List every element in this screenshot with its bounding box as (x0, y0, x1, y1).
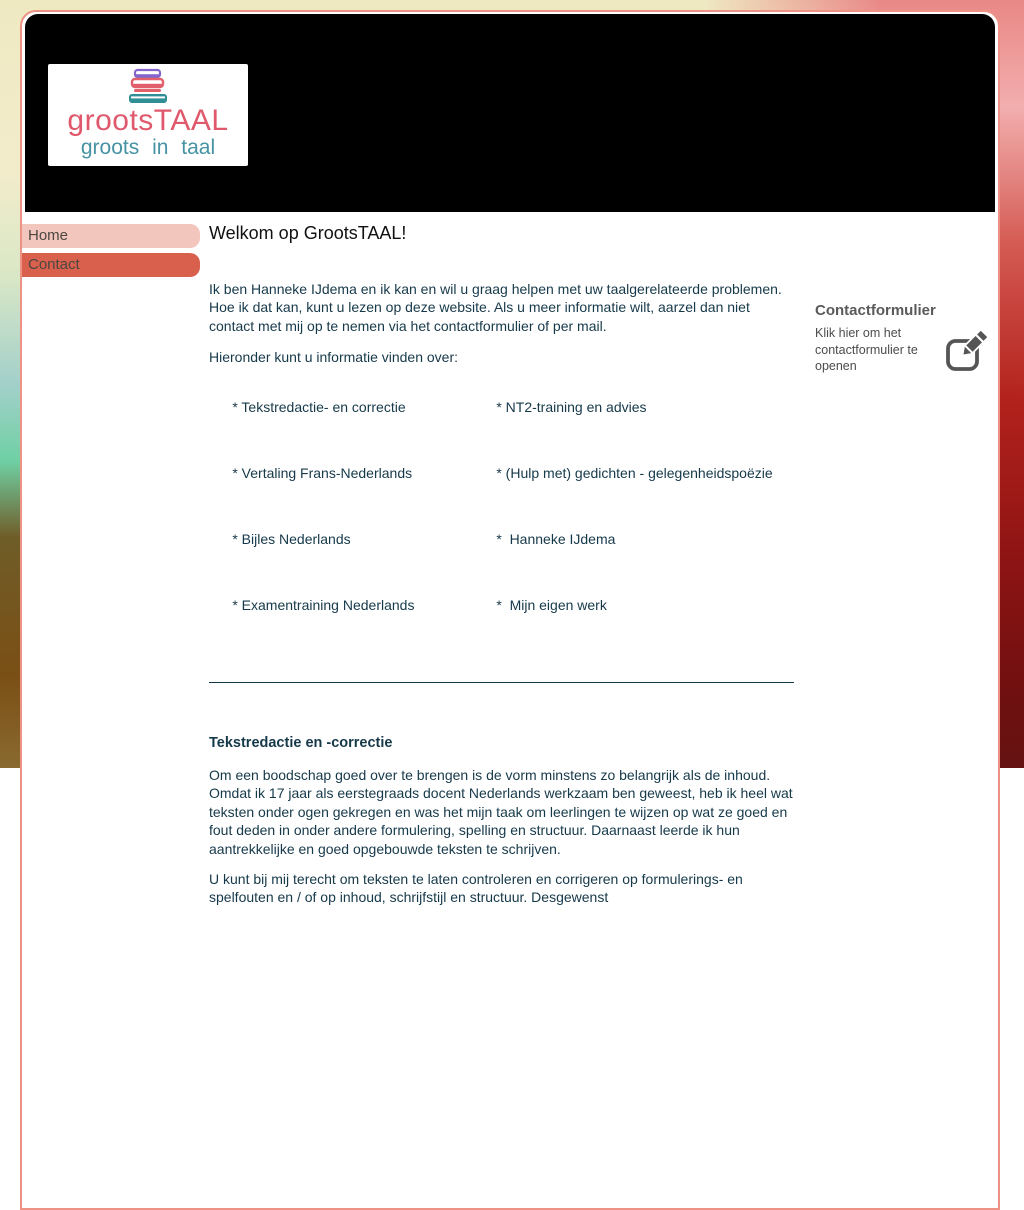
contact-form-heading: Contactformulier (815, 302, 1001, 319)
list-intro: Hieronder kunt u informatie vinden over: (209, 348, 794, 367)
topic-item: * Tekstredactie- en correctie (232, 398, 496, 417)
topic-row (209, 577, 794, 634)
topic-item: * Hanneke IJdema (496, 531, 615, 547)
edit-pencil-icon[interactable] (945, 331, 991, 373)
site-logo[interactable] (48, 64, 248, 166)
topic-item: * Mijn eigen werk (496, 597, 607, 613)
topic-item: * (Hulp met) gedichten - gelegenheidspoëzie (496, 465, 772, 481)
main-content (209, 216, 794, 918)
topic-row (209, 445, 794, 502)
books-stack-icon (113, 68, 183, 106)
topic-item: * Examentraining Nederlands (232, 596, 496, 615)
topic-row (209, 511, 794, 568)
topic-row (209, 379, 794, 436)
topic-item: * Bijles Nederlands (232, 530, 496, 549)
page-title: Welkom op GrootsTAAL! (209, 224, 794, 243)
topic-item: * NT2-training en advies (496, 399, 646, 415)
nav-item-contact[interactable]: Contact (22, 253, 200, 277)
logo-name: grootsTAAL (48, 106, 248, 136)
section-divider (209, 682, 794, 683)
intro-paragraph: Ik ben Hanneke IJdema en ik kan en wil u graag helpen met uw taalgerelateerde problemen. Hoe ik dat kan, kunt u lezen op deze website. Als u meer informatie wilt, aarzel dan niet contact met mij op te nemen via het contactformulier of per mail. (209, 280, 794, 336)
section-heading: Tekstredactie en -correctie (209, 734, 794, 753)
nav-item-home[interactable]: Home (22, 224, 200, 248)
topic-item: * Vertaling Frans-Nederlands (232, 464, 496, 483)
contact-form-link-text: Klik hier om het contactformulier te openen (815, 325, 937, 375)
section-paragraph-2: U kunt bij mij terecht om teksten te laten controleren en corrigeren op formulerings- en spelfouten en / of op inhoud, schrijfstijl en structuur. Desgewenst (209, 870, 794, 907)
contact-form-link[interactable] (815, 325, 1001, 375)
contact-sidebar (815, 302, 1001, 375)
section-paragraph-1: Om een boodschap goed over te brengen is de vorm minstens zo belangrijk als de inhoud. Omdat ik 17 jaar als eerstegraads docent Nederlands werkzaam ben geweest, heb ik heel wat teksten onder ogen gekregen en was het mijn taak om leerlingen te wijzen op wat ze goed en fout deden in onder andere formulering, spelling en structuur. Daarnaast leerde ik hun aantrekkelijke en goed opgebouwde teksten te schrijven. (209, 766, 794, 859)
logo-tagline: groots in taal (48, 136, 248, 160)
page-container (20, 10, 1000, 1210)
site-header (25, 14, 995, 212)
